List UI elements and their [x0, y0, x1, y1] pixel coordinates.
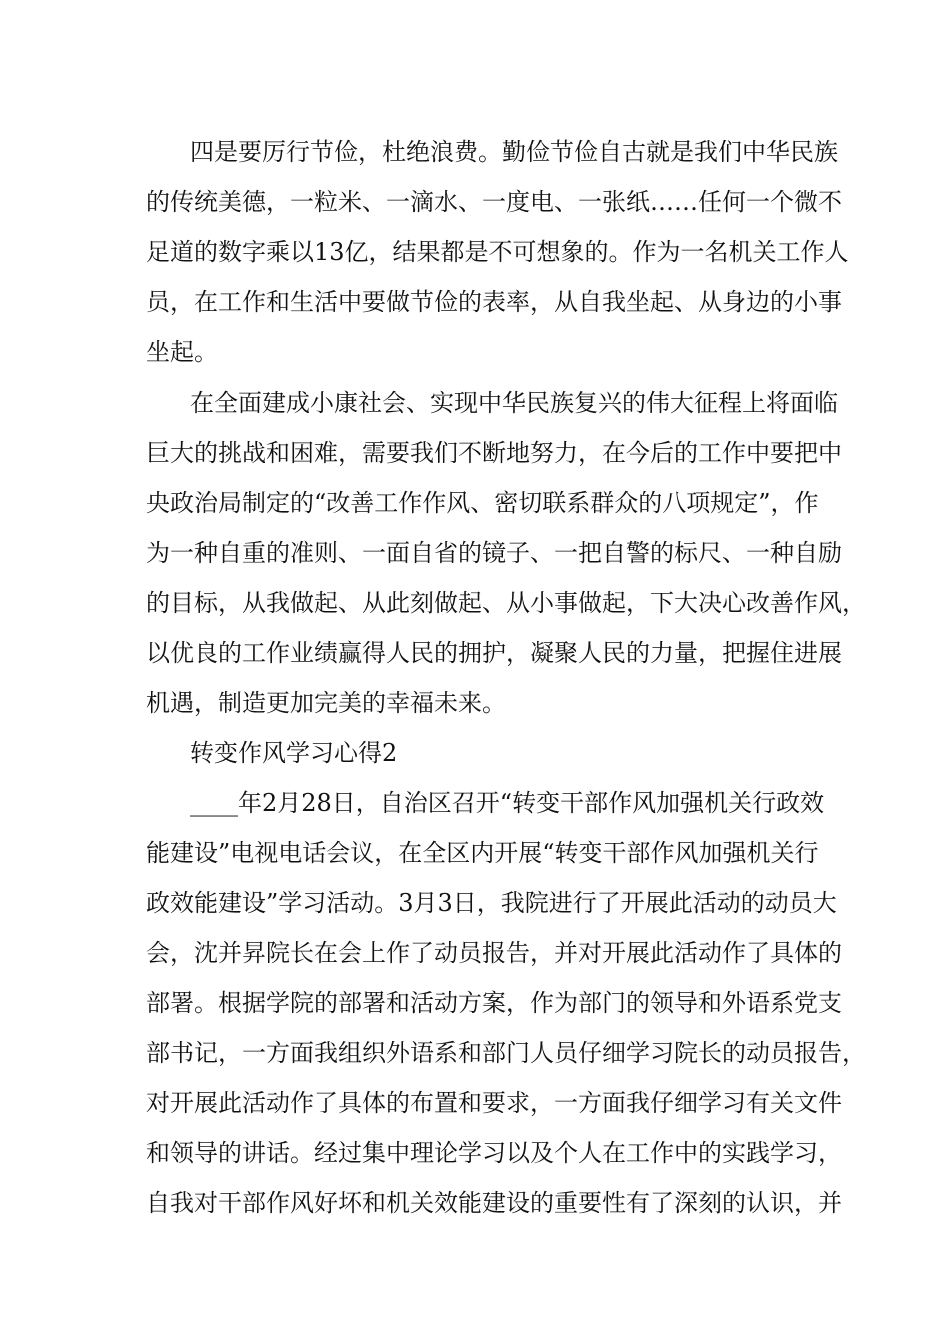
paragraph-2-line-6: 以优良的工作业绩赢得人民的拥护，凝聚人民的力量，把握住进展	[146, 639, 842, 667]
paragraph-2-line-1: 在全面建成小康社会、实现中华民族复兴的伟大征程上将面临	[190, 389, 838, 417]
paragraph-2-line-7: 机遇，制造更加完美的幸福未来。	[146, 689, 506, 717]
paragraph-2-line-2: 巨大的挑战和困难，需要我们不断地努力，在今后的工作中要把中	[146, 439, 842, 467]
paragraph-3-line-4: 会，沈并昇院长在会上作了动员报告，并对开展此活动作了具体的	[146, 939, 842, 967]
paragraph-1-line-3: 足道的数字乘以13亿，结果都是不可想象的。作为一名机关工作人	[146, 238, 849, 266]
paragraph-3-line-8: 和领导的讲话。经过集中理论学习以及个人在工作中的实践学习，	[146, 1139, 842, 1167]
paragraph-2-line-4: 为一种自重的准则、一面自省的镜子、一把自警的标尺、一种自励	[146, 539, 842, 567]
paragraph-2-line-3: 央政治局制定的“改善工作作风、密切联系群众的八项规定”，作	[146, 489, 819, 517]
paragraph-3-line-1: ____年2月28日，自治区召开“转变干部作风加强机关行政效	[190, 789, 825, 817]
paragraph-3-line-2: 能建设”电视电话会议，在全区内开展“转变干部作风加强机关行	[146, 839, 819, 867]
paragraph-1-line-4: 员，在工作和生活中要做节俭的表率，从自我坐起、从身边的小事	[146, 288, 842, 316]
paragraph-3-line-9: 自我对干部作风好坏和机关效能建设的重要性有了深刻的认识，并	[146, 1189, 842, 1217]
paragraph-1-line-1: 四是要厉行节俭，杜绝浪费。勤俭节俭自古就是我们中华民族	[190, 138, 838, 166]
paragraph-3-line-5: 部署。根据学院的部署和活动方案，作为部门的领导和外语系党支	[146, 989, 842, 1017]
paragraph-3-line-6: 部书记，一方面我组织外语系和部门人员仔细学习院长的动员报告，	[146, 1039, 866, 1067]
paragraph-2-line-5: 的目标，从我做起、从此刻做起、从小事做起，下大决心改善作风，	[146, 589, 866, 617]
section-heading: 转变作风学习心得2	[190, 739, 398, 767]
paragraph-3-line-3: 政效能建设”学习活动。3月3日，我院进行了开展此活动的动员大	[146, 889, 837, 917]
paragraph-1-line-2: 的传统美德，一粒米、一滴水、一度电、一张纸……任何一个微不	[146, 188, 842, 216]
paragraph-3-line-7: 对开展此活动作了具体的布置和要求，一方面我仔细学习有关文件	[146, 1089, 842, 1117]
paragraph-1-line-5: 坐起。	[146, 338, 218, 366]
